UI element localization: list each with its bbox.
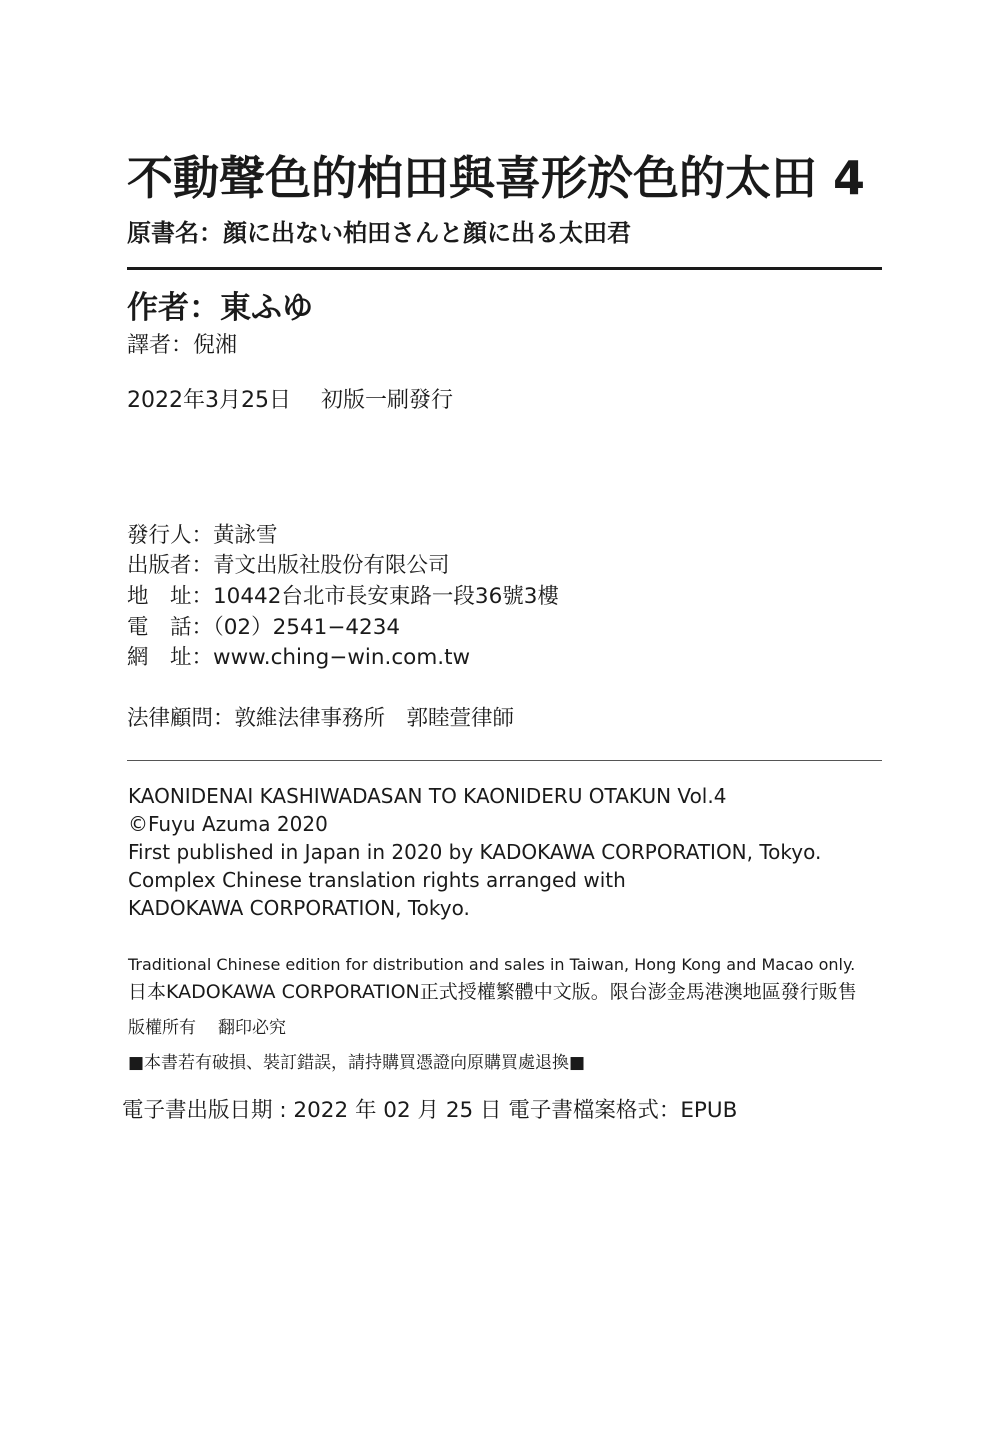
website-line: 網 址：www.ching−win.com.tw (127, 645, 471, 670)
original-title: 原書名：顔に出ない柏田さんと顔に出る太田君 (127, 219, 631, 247)
publisher-line: 出版者：青文出版社股份有限公司 (127, 553, 450, 578)
reproduction-prohibited: 翻印必究 (218, 1018, 286, 1038)
rights-reserved-line (128, 1015, 286, 1041)
author-line: 作者：東ふゆ (127, 290, 313, 326)
rights-reserved: 版權所有 (128, 1018, 196, 1038)
copyright-line: ©Fuyu Azuma 2020 (128, 812, 328, 836)
first-published-line: First published in Japan in 2020 by KADOKAWA CORPORATION, Tokyo. (128, 840, 822, 864)
ebook-info-line: 電子書出版日期 : 2022 年 02 月 25 日 電子書檔案格式：EPUB (122, 1098, 738, 1123)
distribution-note: Traditional Chinese edition for distribution and sales in Taiwan, Hong Kong and Macao only. (128, 955, 856, 974)
rights-arranged-line: Complex Chinese translation rights arranged with (128, 868, 626, 892)
section-divider (127, 760, 882, 761)
publish-date: 2022年3月25日 (127, 388, 291, 413)
english-original-title: KAONIDENAI KASHIWADASAN TO KAONIDERU OTAKUN Vol.4 (128, 784, 727, 808)
address-line: 地 址：10442台北市長安東路一段36號3樓 (127, 584, 559, 609)
rights-holder-line: KADOKAWA CORPORATION, Tokyo. (128, 896, 470, 920)
authorization-note: 日本KADOKAWA CORPORATION正式授權繁體中文版。限台澎金馬港澳地區發行販售 (128, 981, 857, 1003)
legal-advisor-line: 法律顧問：敦維法律事務所 郭睦萱律師 (127, 706, 515, 731)
translator-line: 譯者：倪湘 (127, 333, 238, 358)
title-divider (127, 267, 882, 270)
publish-date-line (127, 385, 453, 417)
damage-return-notice: ■本書若有破損、裝訂錯誤，請持購買憑證向原購買處退換■ (128, 1053, 586, 1073)
issuer-line: 發行人：黃詠雪 (127, 523, 278, 548)
edition-label: 初版一刷發行 (320, 388, 453, 413)
book-title: 不動聲色的柏田與喜形於色的太田 4 (127, 151, 866, 205)
phone-line: 電 話：（02）2541−4234 (127, 615, 401, 640)
